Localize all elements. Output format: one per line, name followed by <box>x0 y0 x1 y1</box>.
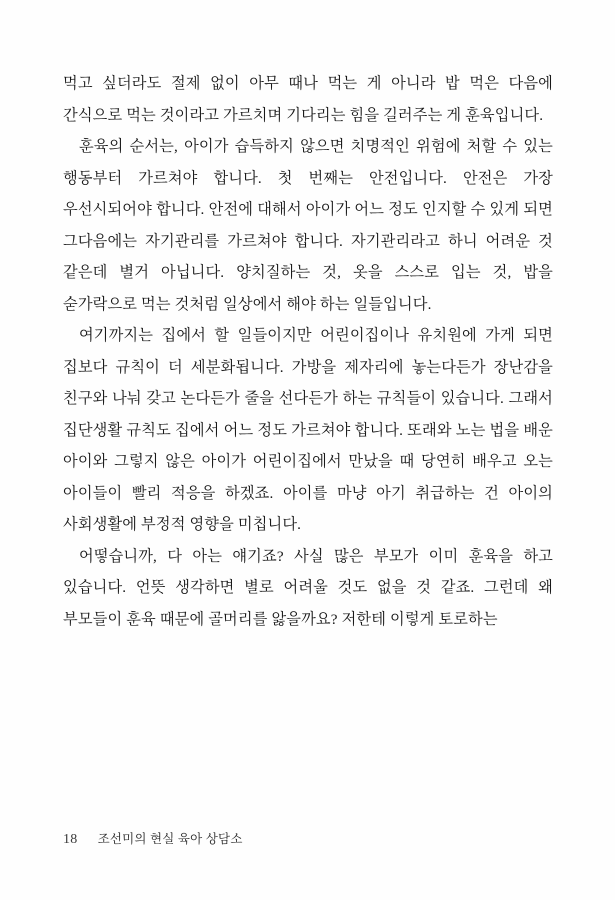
paragraph: 여기까지는 집에서 할 일들이지만 어린이집이나 유치원에 가게 되면 집보다 규칙이 더 세분화됩니다. 가방을 제자리에 놓는다든가 장난감을 친구와 나눠 갖고 논다든가 줄을 선다든가 하는 규칙들이 있습니다. 그래서 집단생활 규칙도 집에서 어느 정도 가르쳐야 합니다. 또래와 노는 법을 배운 아이와 그렇지 않은 아이가 어린이집에서 만났을 때 당연히 배우고 오는 아이들이 빨리 적응을 하겠죠. 아이를 마냥 아기 취급하는 건 아이의 사회생활에 부정적 영향을 미칩니다. <box>63 327 553 533</box>
paragraph: 훈육의 순서는, 아이가 습득하지 않으면 치명적인 위험에 처할 수 있는 행동부터 가르쳐야 합니다. 첫 번째는 안전입니다. 안전은 가장 우선시되어야 합니다. 안전에 대해서 아이가 어느 정도 인지할 수 있게 되면 그다음에는 자기관리를 가르쳐야 합니다. 자기관리라고 하니 어려운 것 같은데 별거 아닙니다. 양치질하는 것, 옷을 스스로 입는 것, 밥을 숟가락으로 먹는 것처럼 일상에서 해야 하는 일들입니다. <box>63 138 553 313</box>
running-title: 조선미의 현실 육아 상담소 <box>97 832 243 846</box>
body-text <box>63 68 553 635</box>
page-number: 18 <box>63 832 78 847</box>
paragraph: 먹고 싶더라도 절제 없이 아무 때나 먹는 게 아니라 밥 먹은 다음에 간식으로 먹는 것이라고 가르치며 기다리는 힘을 길러주는 게 훈육입니다. <box>63 75 553 124</box>
page-footer <box>63 829 243 848</box>
paragraph: 어떻습니까, 다 아는 얘기죠? 사실 많은 부모가 이미 훈육을 하고 있습니다. 언뜻 생각하면 별로 어려울 것도 없을 것 같죠. 그런데 왜 부모들이 훈육 때문에 골머리를 앓을까요? 저한테 이렇게 토로하는 <box>63 547 553 628</box>
